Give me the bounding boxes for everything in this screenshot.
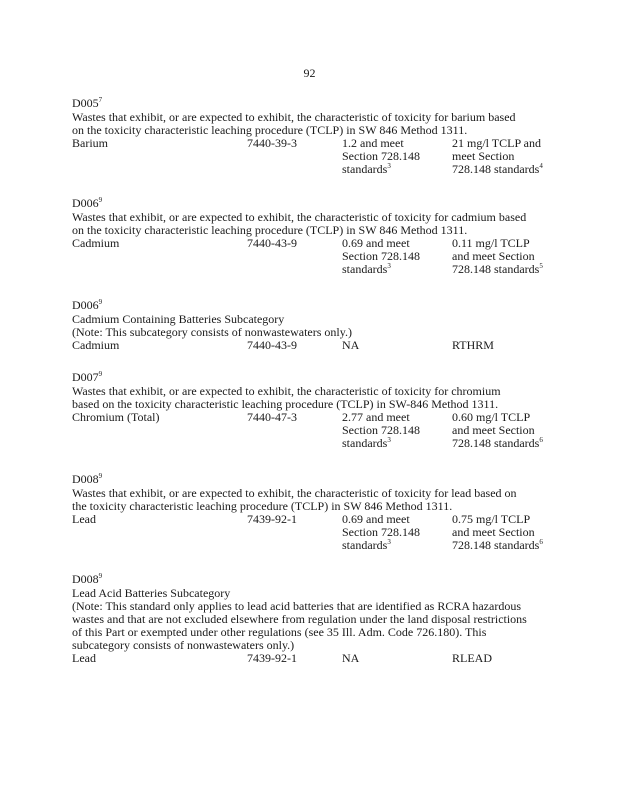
wastewater-standard: 0.69 and meet [342,512,410,526]
footnote-marker: 9 [98,572,103,580]
constituent-name: Lead [72,512,96,526]
constituent-name: Barium [72,136,108,150]
wastewater-standard: Section 728.148 [342,249,420,263]
cas-number: 7439-92-1 [247,651,297,665]
footnote-marker: 9 [98,298,103,306]
nonwastewater-standard: and meet Section [452,525,535,539]
constituent-name: Cadmium [72,338,120,352]
table-row [72,652,562,665]
footnote-marker: 3 [387,262,391,270]
nonwastewater-standard: 0.11 mg/l TCLP [452,236,530,250]
footnote-marker: 5 [539,262,543,270]
description-line: Wastes that exhibit, or are expected to exhibit, the characteristic of toxicity for barium based [72,110,516,124]
nonwastewater-standard: RTHRM [452,338,494,352]
description-line: Wastes that exhibit, or are expected to exhibit, the characteristic of toxicity for lead based on [72,486,517,500]
footnote-marker: 3 [387,436,391,444]
constituent-name: Cadmium [72,236,120,250]
footnote-marker: 6 [539,538,543,546]
description-line: based on the toxicity characteristic leaching procedure (TCLP) in SW-846 Method 1311. [72,397,499,411]
waste-code-section [72,371,562,450]
description-line: wastes and that are not excluded elsewhere from regulation under the land disposal restrictions [72,612,527,626]
waste-code [72,197,562,210]
wastewater-standard: Section 728.148 [342,149,420,163]
constituent-name: Lead [72,651,96,665]
description-line: on the toxicity characteristic leaching procedure (TCLP) in SW 846 Method 1311. [72,223,468,237]
waste-code-text: D008 [72,472,99,486]
wastewater-standard: 2.77 and meet [342,410,410,424]
wastewater-standard: standards$^3$ [342,436,391,450]
waste-code [72,371,562,384]
description-line: of this Part or exempted under other regulations (see 35 Ill. Adm. Code 726.180). This [72,625,487,639]
footnote-marker: 9 [98,472,103,480]
waste-code-section [72,97,562,176]
wastewater-standard: NA [342,651,360,665]
waste-code-section [72,573,562,665]
description-line: subcategory consists of nonwastewaters only.) [72,638,295,652]
nonwastewater-standard: and meet Section [452,249,535,263]
table-row [72,539,562,552]
footnote-marker: 3 [387,538,391,546]
waste-code-text: D007 [72,370,99,384]
description-line: Lead Acid Batteries Subcategory [72,586,231,600]
wastewater-standard: standards$^3$ [342,262,391,276]
nonwastewater-standard: 0.75 mg/l TCLP [452,512,531,526]
footnote-marker: 9 [98,196,103,204]
wastewater-standard: 0.69 and meet [342,236,410,250]
waste-code-section [72,299,562,352]
nonwastewater-standard: meet Section [452,149,515,163]
nonwastewater-standard: RLEAD [452,651,492,665]
description-line: (Note: This subcategory consists of nonwastewaters only.) [72,325,352,339]
wastewater-standard: standards$^3$ [342,538,391,552]
cas-number: 7439-92-1 [247,512,297,526]
nonwastewater-standard: 728.148 standards$^4$ [452,162,543,176]
description-line: (Note: This standard only applies to lead acid batteries that are identified as RCRA hazardous [72,599,521,613]
waste-code [72,573,562,586]
table-row [72,163,562,176]
description-line: Cadmium Containing Batteries Subcategory [72,312,285,326]
constituent-name: Chromium (Total) [72,410,160,424]
description-line: Wastes that exhibit, or are expected to exhibit, the characteristic of toxicity for chromium [72,384,501,398]
wastewater-standard: NA [342,338,360,352]
waste-code-text: D008 [72,572,99,586]
waste-code-text: D005 [72,96,99,110]
nonwastewater-standard: 728.148 standards$^6$ [452,436,543,450]
waste-code [72,473,562,486]
waste-code [72,299,562,312]
cas-number: 7440-43-9 [247,338,297,352]
table-row [72,263,562,276]
waste-code [72,97,562,110]
waste-code-section [72,473,562,552]
description-line: the toxicity characteristic leaching procedure (TCLP) in SW 846 Method 1311. [72,499,453,513]
cas-number: 7440-39-3 [247,136,297,150]
footnote-marker: 4 [539,162,543,170]
wastewater-standard: Section 728.148 [342,423,420,437]
page-number: 92 [303,66,316,80]
footnote-marker: 6 [539,436,543,444]
footnote-marker: 9 [98,370,103,378]
nonwastewater-standard: 728.148 standards$^5$ [452,262,543,276]
nonwastewater-standard: 0.60 mg/l TCLP [452,410,531,424]
waste-code-section [72,197,562,276]
waste-code-text: D006 [72,298,99,312]
cas-number: 7440-47-3 [247,410,297,424]
footnote-marker: 7 [98,96,103,104]
wastewater-standard: Section 728.148 [342,525,420,539]
footnote-marker: 3 [387,162,391,170]
description-line: on the toxicity characteristic leaching procedure (TCLP) in SW 846 Method 1311. [72,123,468,137]
nonwastewater-standard: 728.148 standards$^6$ [452,538,543,552]
waste-code-text: D006 [72,196,99,210]
table-row [72,339,562,352]
table-row [72,437,562,450]
nonwastewater-standard: and meet Section [452,423,535,437]
nonwastewater-standard: 21 mg/l TCLP and [452,136,542,150]
description-line: Wastes that exhibit, or are expected to exhibit, the characteristic of toxicity for cadmium based [72,210,527,224]
wastewater-standard: standards$^3$ [342,162,391,176]
cas-number: 7440-43-9 [247,236,297,250]
wastewater-standard: 1.2 and meet [342,136,404,150]
